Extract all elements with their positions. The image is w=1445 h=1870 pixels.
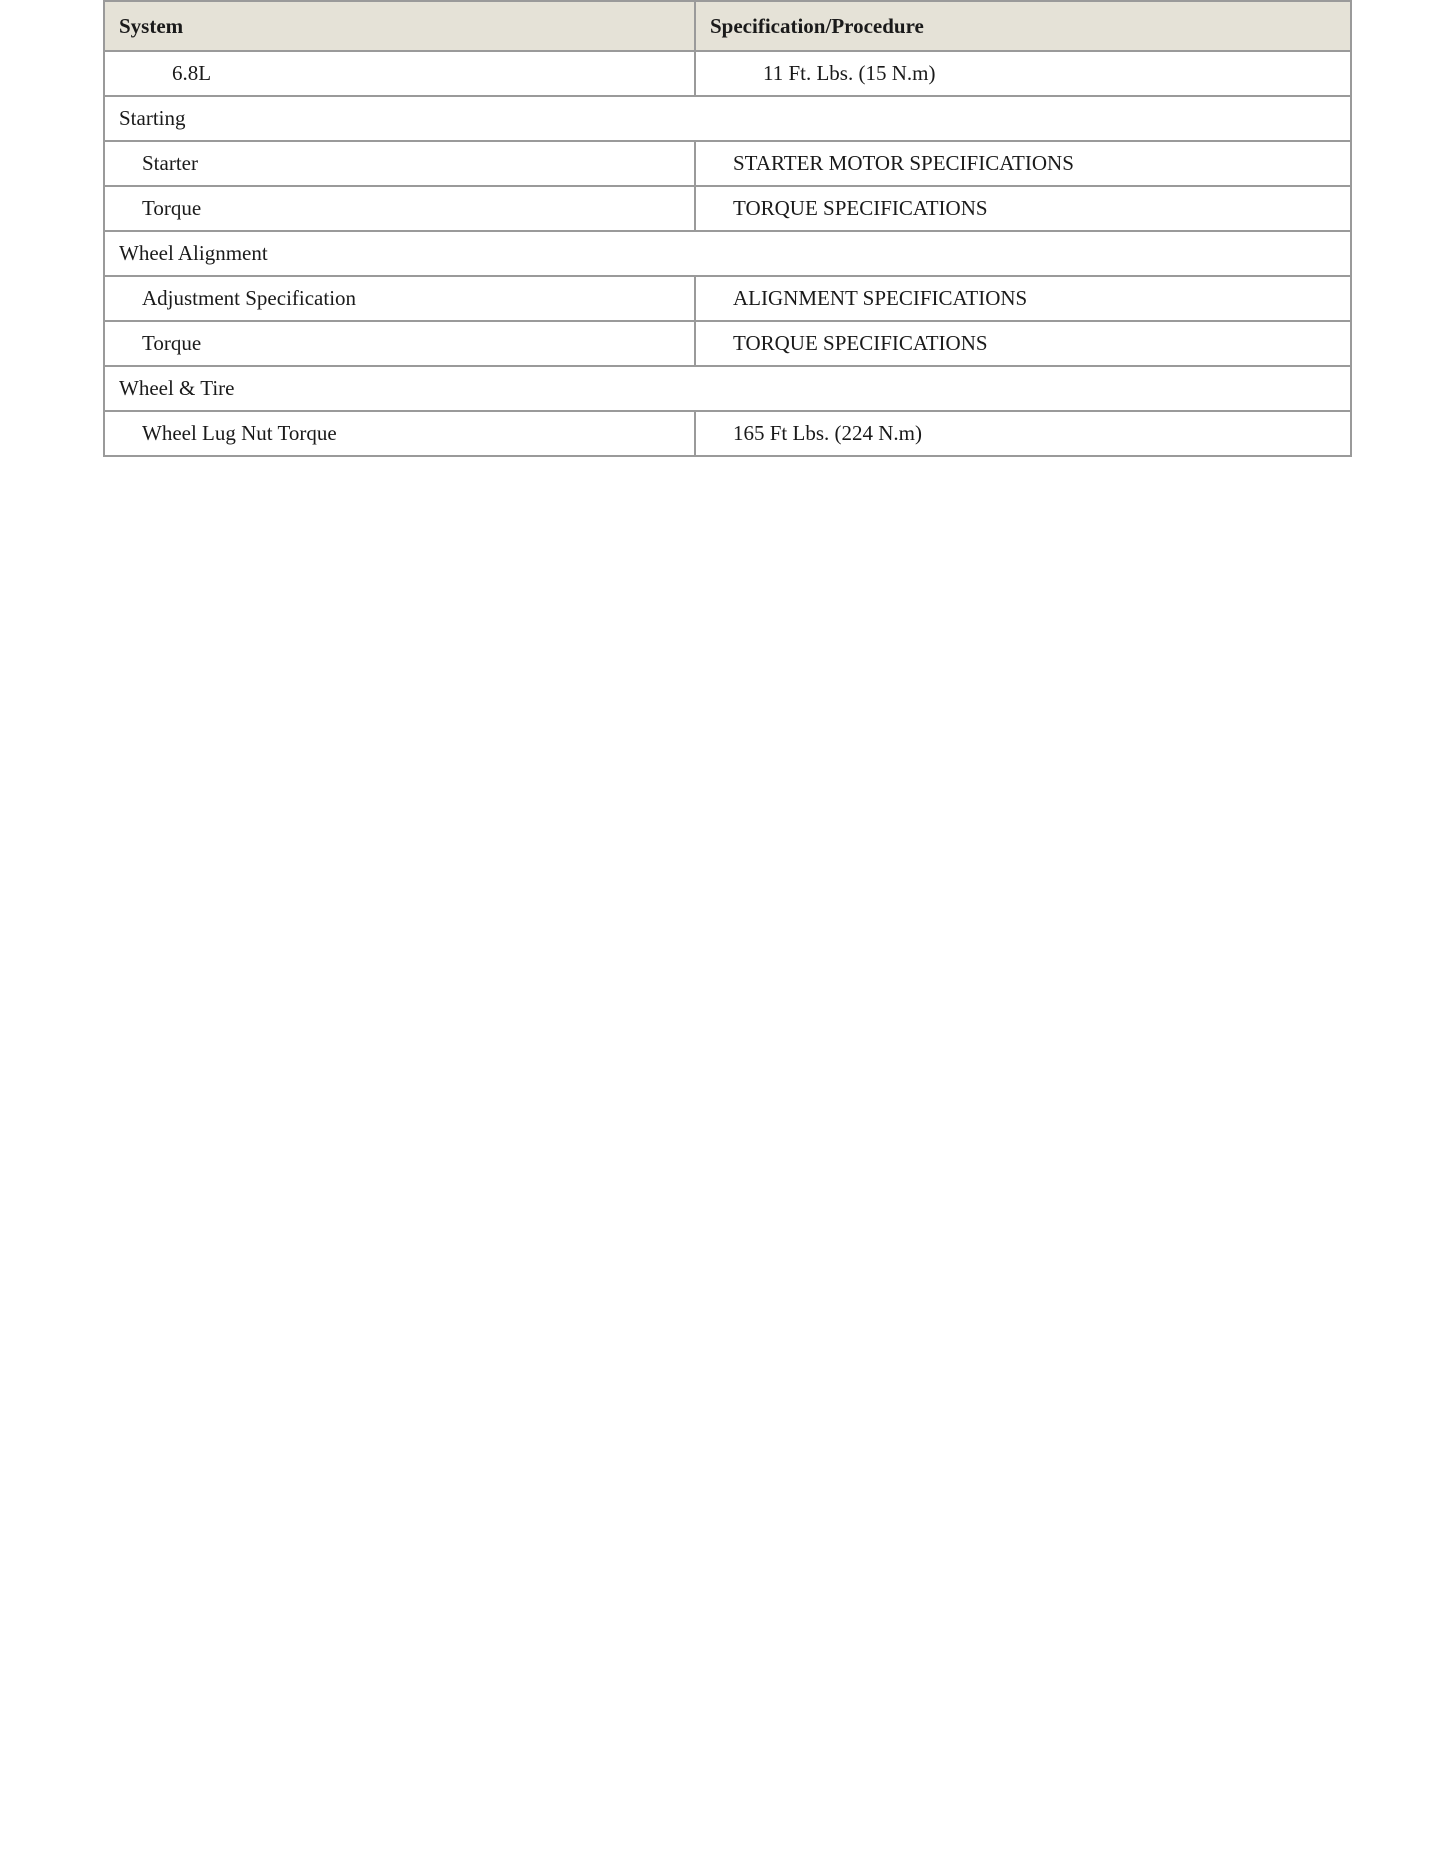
specifications-table	[103, 0, 1352, 457]
table-row	[104, 186, 1351, 231]
spec-link[interactable]: ALIGNMENT SPECIFICATIONS	[695, 276, 1351, 321]
table-body	[104, 51, 1351, 456]
header-specification: Specification/Procedure	[695, 1, 1351, 51]
spec-cell: 165 Ft Lbs. (224 N.m)	[695, 411, 1351, 456]
section-row	[104, 366, 1351, 411]
table-header	[104, 1, 1351, 51]
table-row	[104, 321, 1351, 366]
table-row	[104, 276, 1351, 321]
section-row	[104, 96, 1351, 141]
header-system: System	[104, 1, 695, 51]
spec-cell: 11 Ft. Lbs. (15 N.m)	[695, 51, 1351, 96]
section-heading: Wheel Alignment	[104, 231, 1351, 276]
table-row	[104, 51, 1351, 96]
table-row	[104, 411, 1351, 456]
system-cell: Wheel Lug Nut Torque	[104, 411, 695, 456]
section-heading: Wheel & Tire	[104, 366, 1351, 411]
spec-link[interactable]: TORQUE SPECIFICATIONS	[695, 321, 1351, 366]
header-row	[104, 1, 1351, 51]
system-cell: Torque	[104, 321, 695, 366]
system-cell: Adjustment Specification	[104, 276, 695, 321]
system-cell: Torque	[104, 186, 695, 231]
spec-link[interactable]: STARTER MOTOR SPECIFICATIONS	[695, 141, 1351, 186]
table-row	[104, 141, 1351, 186]
spec-link[interactable]: TORQUE SPECIFICATIONS	[695, 186, 1351, 231]
system-cell: 6.8L	[104, 51, 695, 96]
system-cell: Starter	[104, 141, 695, 186]
section-heading: Starting	[104, 96, 1351, 141]
section-row	[104, 231, 1351, 276]
